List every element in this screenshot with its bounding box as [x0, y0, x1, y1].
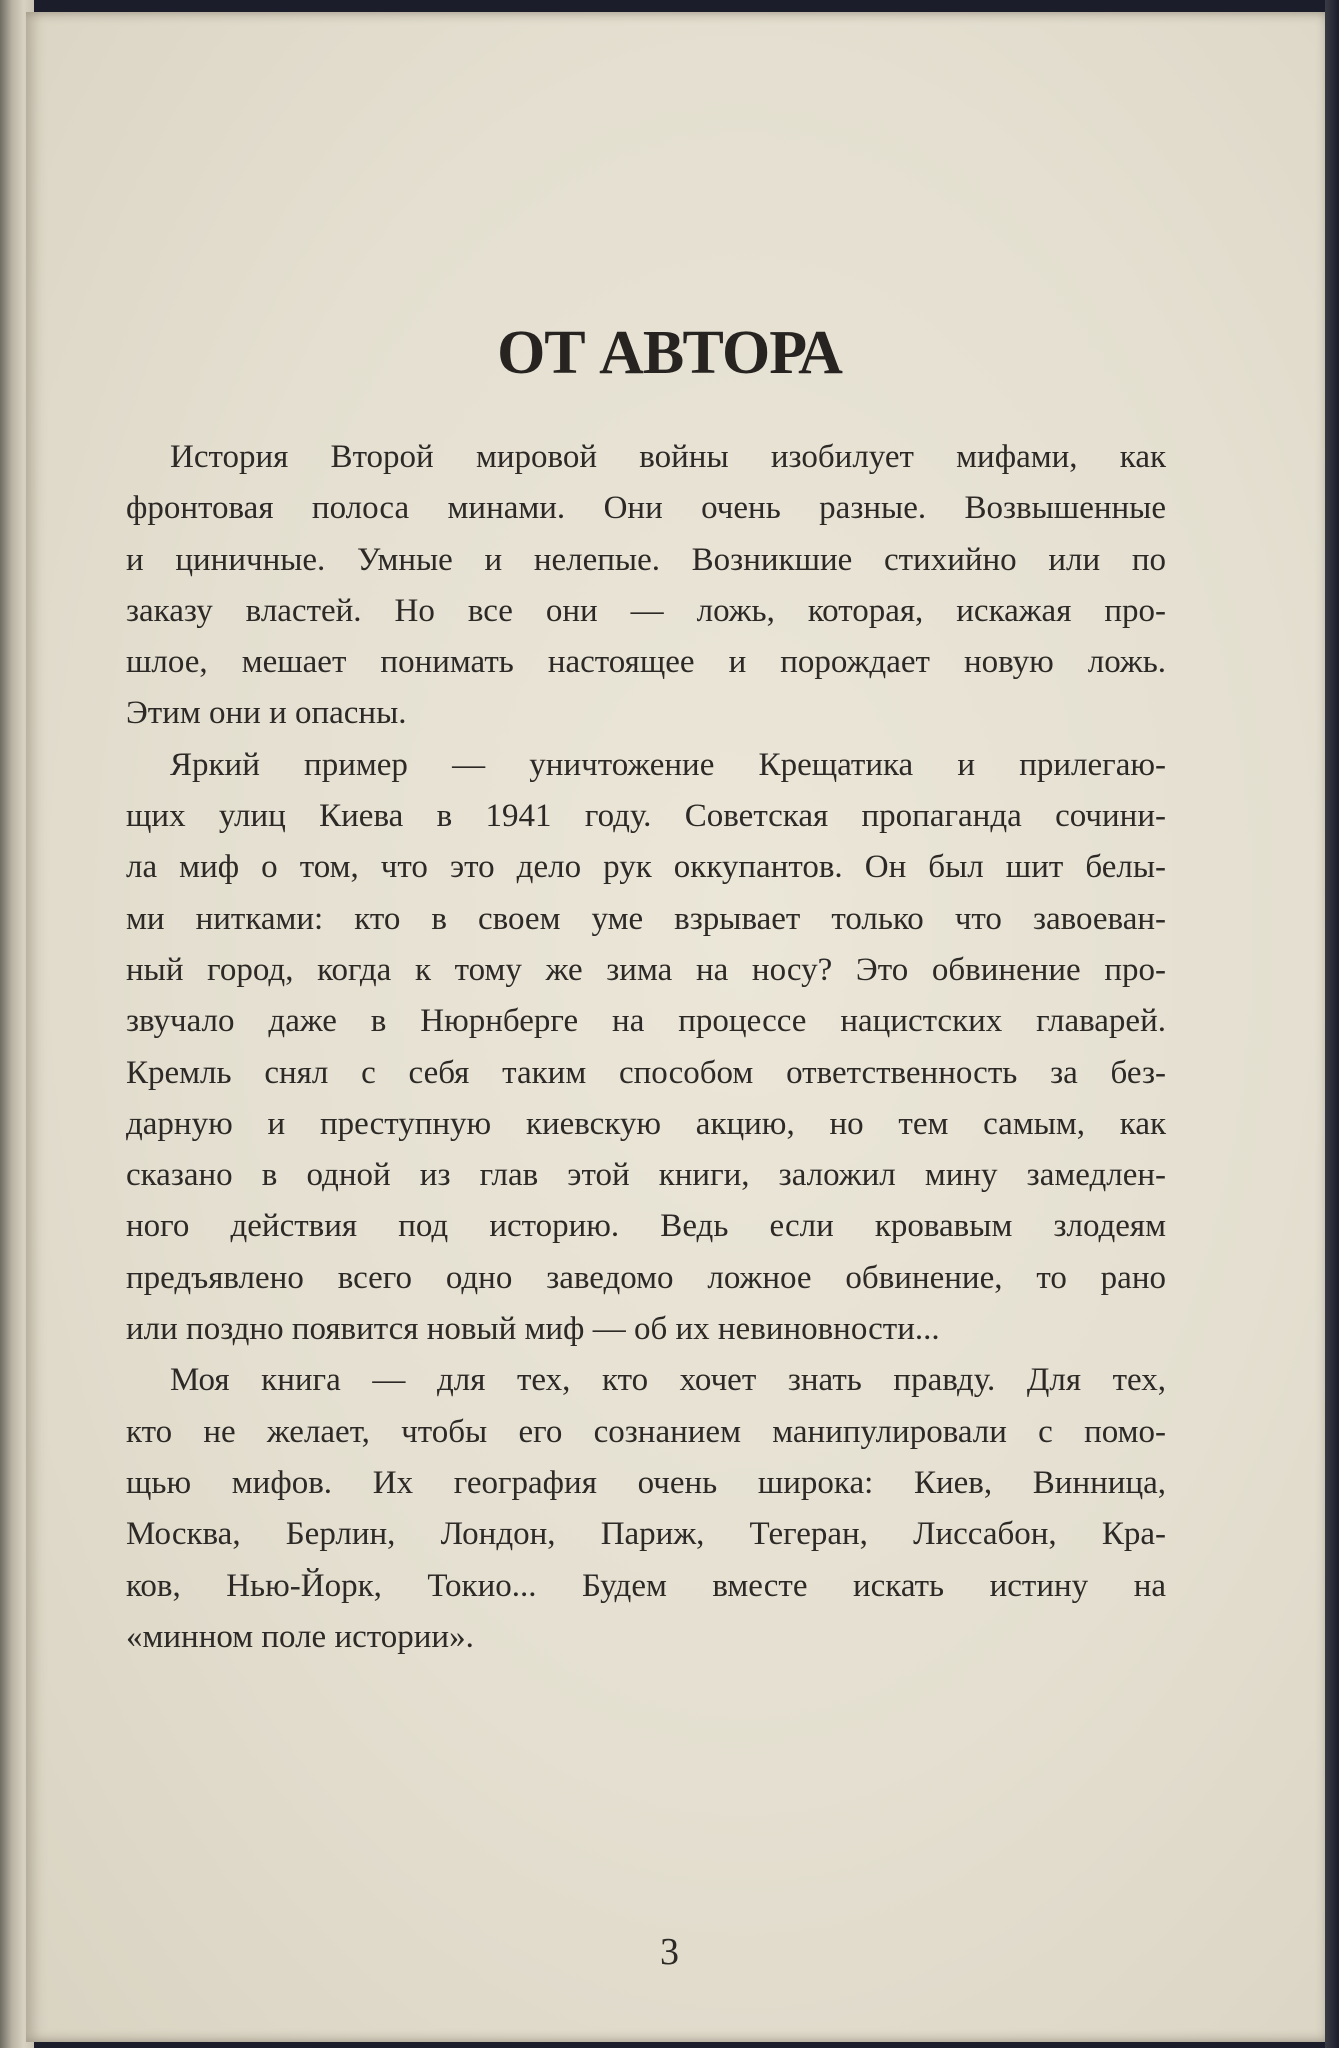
text-line: кто не желает, чтобы его сознанием манипулировали с помо-: [126, 1413, 1166, 1450]
text-line: ми нитками: кто в своем уме взрывает только что завоеван-: [126, 900, 1166, 937]
text-line: предъявлено всего одно заведомо ложное обвинение, то рано: [126, 1259, 1166, 1296]
paragraph: [126, 740, 1166, 1356]
scan-background-edge: [1325, 0, 1339, 2048]
text-line: дарную и преступную киевскую акцию, но тем самым, как: [126, 1105, 1166, 1142]
text-line: ла миф о том, что это дело рук оккупантов. Он был шит белы-: [126, 849, 1166, 886]
text-line: Этим они и опасны.: [126, 695, 407, 732]
page-number: 3: [660, 1931, 679, 1973]
text-line: звучало даже в Нюрнберге на процессе нацистских главарей.: [126, 1003, 1166, 1040]
paragraph: [126, 432, 1166, 740]
text-line: щих улиц Киева в 1941 году. Советская пропаганда сочини-: [126, 798, 1166, 835]
text-line: ный город, когда к тому же зима на носу? Это обвинение про-: [126, 951, 1166, 988]
text-line: Яркий пример — уничтожение Крещатика и прилегаю-: [170, 746, 1166, 783]
body-text: [126, 432, 1166, 1663]
text-line: ного действия под историю. Ведь если кровавым злодеям: [126, 1208, 1166, 1245]
text-line: шлое, мешает понимать настоящее и порождает новую ложь.: [126, 644, 1166, 681]
text-line: заказу властей. Но все они — ложь, которая, искажая про-: [126, 592, 1166, 629]
text-line: Москва, Берлин, Лондон, Париж, Тегеран, Лиссабон, Кра-: [126, 1516, 1166, 1553]
text-line: сказано в одной из глав этой книги, заложил мину замедлен-: [126, 1157, 1166, 1194]
text-line: или поздно появится новый миф — об их невиновности...: [126, 1311, 940, 1348]
text-line: Кремль снял с себя таким способом ответственность за без-: [126, 1054, 1166, 1091]
text-line: фронтовая полоса минами. Они очень разные. Возвышенные: [126, 490, 1166, 527]
paragraph: [126, 1355, 1166, 1663]
page-heading: ОТ АВТОРА: [497, 319, 842, 387]
text-line: История Второй мировой войны изобилует мифами, как: [170, 439, 1166, 475]
text-line: ков, Нью-Йорк, Токио... Будем вместе искать истину на: [126, 1567, 1166, 1604]
text-line: и циничные. Умные и нелепые. Возникшие стихийно или по: [126, 541, 1166, 578]
text-line: Моя книга — для тех, кто хочет знать правду. Для тех,: [170, 1362, 1166, 1399]
text-line: щью мифов. Их география очень широка: Киев, Винница,: [126, 1464, 1166, 1501]
text-line: «минном поле истории».: [126, 1618, 474, 1655]
